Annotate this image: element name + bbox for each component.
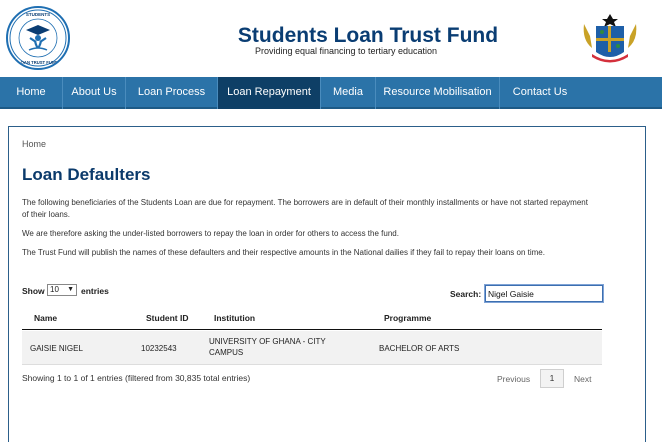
nav-item-loan-repayment[interactable]: Loan Repayment [218,77,321,109]
pagination-next[interactable]: Next [574,374,592,384]
cell-student-id: 10232543 [141,344,177,353]
nav-item-resource-mobilisation[interactable]: Resource Mobilisation [376,77,500,109]
site-title: Students Loan Trust Fund [237,24,499,47]
nav-item-home[interactable]: Home [0,77,63,109]
entries-length-select[interactable] [47,284,77,296]
site-tagline: Providing equal financing to tertiary education [254,46,438,56]
content-panel [8,126,646,442]
table-info: Showing 1 to 1 of 1 entries (filtered from 30,835 total entries) [22,373,251,383]
svg-text:STUDENTS: STUDENTS [25,12,51,17]
chevron-down-icon: ▼ [67,286,74,293]
search-label: Search: [450,289,482,299]
column-header-name[interactable]: Name [34,313,58,323]
table-row [22,331,602,365]
site-header [0,0,662,77]
entries-label: entries [81,286,109,296]
intro-paragraph: The following beneficiaries of the Students Loan are due for repayment. The borrowers are in default of their monthly installments or have not started repayment of their loans. [22,198,588,219]
svg-text:LOAN TRUST FUND: LOAN TRUST FUND [18,60,58,65]
ghana-coat-of-arms-icon [578,10,642,68]
search-input[interactable] [485,285,603,302]
cell-institution: UNIVERSITY OF GHANA - CITY CAMPUS [209,337,326,357]
page-title: Loan Defaulters [22,165,151,184]
nav-item-about-us[interactable]: About Us [63,77,126,109]
cell-programme: BACHELOR OF ARTS [379,344,460,353]
request-paragraph: We are therefore asking the under-listed borrowers to repay the loan in order for others to access the fund. [22,229,399,238]
entries-length-value: 10 [50,285,59,294]
cell-name: GAISIE NIGEL [30,344,83,353]
pagination-previous[interactable]: Previous [497,374,531,384]
pagination-page-1[interactable]: 1 [540,369,564,388]
column-header-institution[interactable]: Institution [214,313,256,323]
nav-item-media[interactable]: Media [321,77,376,109]
column-header-student-id[interactable]: Student ID [146,313,189,323]
show-label: Show [22,286,45,296]
nav-item-loan-process[interactable]: Loan Process [126,77,218,109]
breadcrumb-home[interactable]: Home [22,139,47,149]
publish-notice-paragraph: The Trust Fund will publish the names of these defaulters and their respective amounts in the National dailies if they fail to repay their loans on time. [22,248,545,257]
column-header-programme[interactable]: Programme [384,313,432,323]
nav-item-contact-us[interactable]: Contact Us [512,86,568,98]
main-nav [0,77,662,109]
table-header-divider [22,329,602,330]
